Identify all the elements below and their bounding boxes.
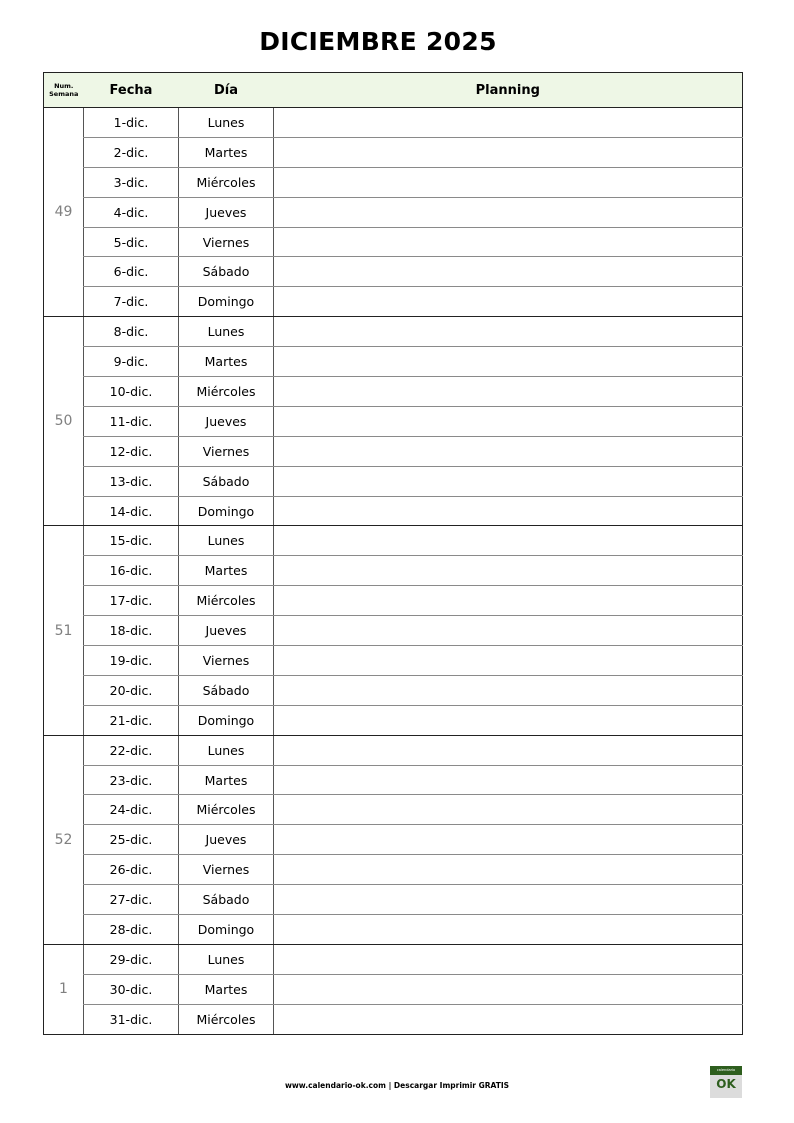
- planning-cell[interactable]: [274, 765, 743, 795]
- table-row: [44, 377, 743, 407]
- day-cell: Sábado: [179, 257, 274, 287]
- date-cell: 4-dic.: [84, 197, 179, 227]
- header-date: Fecha: [84, 73, 179, 108]
- planning-cell[interactable]: [274, 944, 743, 974]
- date-cell: 19-dic.: [84, 646, 179, 676]
- table-row: [44, 496, 743, 526]
- day-cell: Lunes: [179, 108, 274, 138]
- table-row: [44, 197, 743, 227]
- table-row: [44, 735, 743, 765]
- day-cell: Domingo: [179, 705, 274, 735]
- table-row: [44, 287, 743, 317]
- day-cell: Martes: [179, 765, 274, 795]
- planning-cell[interactable]: [274, 526, 743, 556]
- day-cell: Viernes: [179, 646, 274, 676]
- table-row: [44, 167, 743, 197]
- table-row: [44, 526, 743, 556]
- planning-cell[interactable]: [274, 855, 743, 885]
- table-row: [44, 466, 743, 496]
- date-cell: 7-dic.: [84, 287, 179, 317]
- date-cell: 23-dic.: [84, 765, 179, 795]
- planning-table: [43, 72, 743, 1035]
- planning-cell[interactable]: [274, 436, 743, 466]
- day-cell: Viernes: [179, 227, 274, 257]
- day-cell: Lunes: [179, 526, 274, 556]
- planning-cell[interactable]: [274, 317, 743, 347]
- day-cell: Miércoles: [179, 586, 274, 616]
- table-row: [44, 944, 743, 974]
- table-row: [44, 915, 743, 945]
- logo-ok-text: OK: [716, 1077, 736, 1091]
- day-cell: Jueves: [179, 616, 274, 646]
- table-row: [44, 257, 743, 287]
- planning-cell[interactable]: [274, 287, 743, 317]
- table-row: [44, 137, 743, 167]
- day-cell: Martes: [179, 556, 274, 586]
- header-day: Día: [179, 73, 274, 108]
- date-cell: 21-dic.: [84, 705, 179, 735]
- planning-cell[interactable]: [274, 197, 743, 227]
- day-cell: Sábado: [179, 675, 274, 705]
- date-cell: 6-dic.: [84, 257, 179, 287]
- date-cell: 24-dic.: [84, 795, 179, 825]
- day-cell: Martes: [179, 347, 274, 377]
- planning-cell[interactable]: [274, 735, 743, 765]
- table-row: [44, 974, 743, 1004]
- day-cell: Jueves: [179, 197, 274, 227]
- table-row: [44, 586, 743, 616]
- day-cell: Miércoles: [179, 377, 274, 407]
- table-row: [44, 227, 743, 257]
- day-cell: Viernes: [179, 436, 274, 466]
- date-cell: 16-dic.: [84, 556, 179, 586]
- table-row: [44, 347, 743, 377]
- day-cell: Domingo: [179, 496, 274, 526]
- planning-cell[interactable]: [274, 586, 743, 616]
- planning-cell[interactable]: [274, 406, 743, 436]
- date-cell: 2-dic.: [84, 137, 179, 167]
- date-cell: 13-dic.: [84, 466, 179, 496]
- table-header-row: [44, 73, 743, 108]
- week-number-cell: 51: [44, 526, 84, 735]
- planning-cell[interactable]: [274, 915, 743, 945]
- day-cell: Lunes: [179, 944, 274, 974]
- header-planning: Planning: [274, 73, 743, 108]
- planning-cell[interactable]: [274, 257, 743, 287]
- day-cell: Domingo: [179, 915, 274, 945]
- date-cell: 15-dic.: [84, 526, 179, 556]
- planning-cell[interactable]: [274, 377, 743, 407]
- table-row: [44, 675, 743, 705]
- date-cell: 25-dic.: [84, 825, 179, 855]
- planning-cell[interactable]: [274, 1004, 743, 1034]
- table-row: [44, 317, 743, 347]
- planning-cell[interactable]: [274, 137, 743, 167]
- planning-cell[interactable]: [274, 556, 743, 586]
- day-cell: Viernes: [179, 855, 274, 885]
- header-week-line2: Semana: [49, 90, 79, 98]
- table-row: [44, 108, 743, 138]
- planning-table-body: [44, 108, 743, 1035]
- day-cell: Domingo: [179, 287, 274, 317]
- day-cell: Lunes: [179, 317, 274, 347]
- table-row: [44, 765, 743, 795]
- day-cell: Miércoles: [179, 1004, 274, 1034]
- day-cell: Jueves: [179, 406, 274, 436]
- table-row: [44, 436, 743, 466]
- day-cell: Martes: [179, 974, 274, 1004]
- planning-cell[interactable]: [274, 167, 743, 197]
- date-cell: 12-dic.: [84, 436, 179, 466]
- table-row: [44, 855, 743, 885]
- planning-cell[interactable]: [274, 347, 743, 377]
- table-row: [44, 646, 743, 676]
- table-row: [44, 825, 743, 855]
- planning-cell[interactable]: [274, 646, 743, 676]
- header-week-line1: Num.: [54, 82, 74, 90]
- planning-cell[interactable]: [274, 974, 743, 1004]
- logo-top-text: calendario: [710, 1066, 742, 1075]
- week-number-cell: 52: [44, 735, 84, 944]
- planning-cell[interactable]: [274, 227, 743, 257]
- day-cell: Miércoles: [179, 795, 274, 825]
- table-row: [44, 705, 743, 735]
- day-cell: Martes: [179, 137, 274, 167]
- date-cell: 26-dic.: [84, 855, 179, 885]
- date-cell: 10-dic.: [84, 377, 179, 407]
- planning-cell[interactable]: [274, 675, 743, 705]
- day-cell: Lunes: [179, 735, 274, 765]
- page-title: DICIEMBRE 2025: [259, 27, 497, 56]
- planning-cell[interactable]: [274, 496, 743, 526]
- calendario-ok-logo[interactable]: [710, 1066, 742, 1098]
- day-cell: Jueves: [179, 825, 274, 855]
- table-row: [44, 795, 743, 825]
- planning-cell[interactable]: [274, 885, 743, 915]
- date-cell: 28-dic.: [84, 915, 179, 945]
- table-row: [44, 885, 743, 915]
- planning-cell[interactable]: [274, 795, 743, 825]
- date-cell: 3-dic.: [84, 167, 179, 197]
- day-cell: Miércoles: [179, 167, 274, 197]
- date-cell: 9-dic.: [84, 347, 179, 377]
- date-cell: 5-dic.: [84, 227, 179, 257]
- planning-cell[interactable]: [274, 616, 743, 646]
- day-cell: Sábado: [179, 466, 274, 496]
- date-cell: 27-dic.: [84, 885, 179, 915]
- planning-cell[interactable]: [274, 825, 743, 855]
- day-cell: Sábado: [179, 885, 274, 915]
- planning-cell[interactable]: [274, 108, 743, 138]
- table-row: [44, 406, 743, 436]
- date-cell: 17-dic.: [84, 586, 179, 616]
- date-cell: 29-dic.: [84, 944, 179, 974]
- footer-text: www.calendario-ok.com | Descargar Imprimir GRATIS: [284, 1081, 510, 1090]
- week-number-cell: 49: [44, 108, 84, 317]
- date-cell: 1-dic.: [84, 108, 179, 138]
- planning-cell[interactable]: [274, 705, 743, 735]
- table-row: [44, 1004, 743, 1034]
- week-number-cell: 50: [44, 317, 84, 526]
- planning-cell[interactable]: [274, 466, 743, 496]
- date-cell: 8-dic.: [84, 317, 179, 347]
- date-cell: 30-dic.: [84, 974, 179, 1004]
- date-cell: 20-dic.: [84, 675, 179, 705]
- date-cell: 11-dic.: [84, 406, 179, 436]
- date-cell: 31-dic.: [84, 1004, 179, 1034]
- date-cell: 22-dic.: [84, 735, 179, 765]
- week-number-cell: 1: [44, 944, 84, 1034]
- header-week-number: [44, 73, 84, 108]
- date-cell: 14-dic.: [84, 496, 179, 526]
- table-row: [44, 556, 743, 586]
- table-row: [44, 616, 743, 646]
- date-cell: 18-dic.: [84, 616, 179, 646]
